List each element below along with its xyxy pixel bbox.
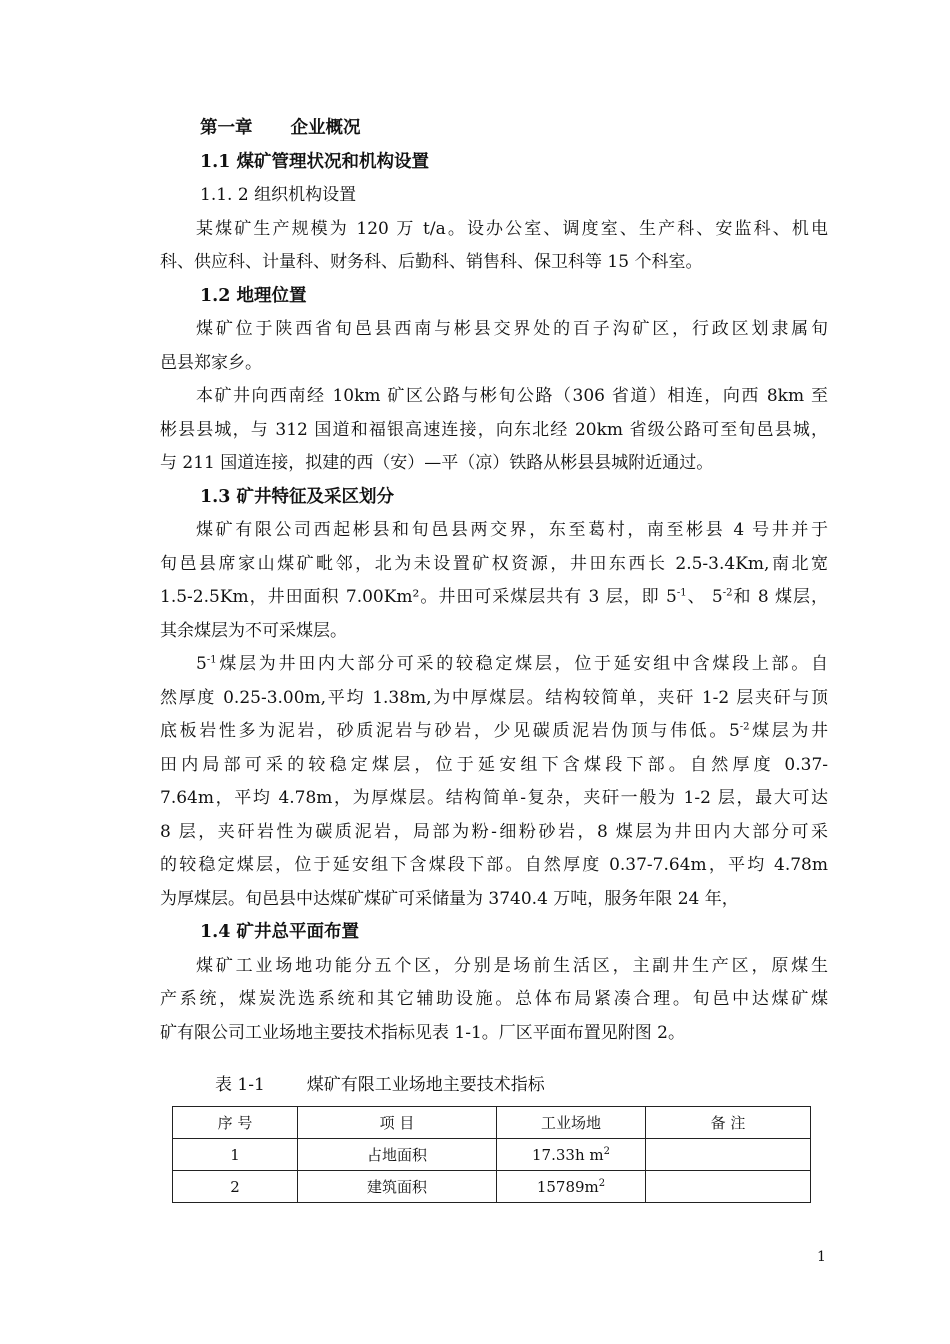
paragraph-line xyxy=(160,581,828,615)
paragraph-line: 然厚度 0.25-3.00m,平均 1.38m,为中厚煤层。结构较简单，夹矸 1-2 层夹矸与顶 xyxy=(160,687,828,708)
cell-note xyxy=(646,1139,811,1171)
chapter-heading xyxy=(160,112,828,146)
superscript: 2 xyxy=(603,1145,610,1157)
superscript: -1 xyxy=(676,587,687,599)
paragraph-line: 彬县县城，与 312 国道和福银高速连接，向东北经 20km 省级公路可至旬邑县城， xyxy=(160,419,828,440)
table-number: 表 1-1 xyxy=(215,1075,265,1095)
text-run: 底板岩性多为泥岩，砂质泥岩与砂岩，少见碳质泥岩伪顶与伟低。5 xyxy=(160,721,740,741)
subsection-heading-1-1-2: 1.1. 2 组织机构设置 xyxy=(200,185,357,205)
section-heading-1-2: 1.2 地理位置 xyxy=(200,285,307,306)
header-cell: 项 目 xyxy=(298,1107,497,1139)
cell-note xyxy=(646,1171,811,1203)
paragraph-line: 本矿井向西南经 10km 矿区公路与彬旬公路（306 省道）相连，向西 8km 至 xyxy=(196,386,828,406)
paragraph-line: 邑县郑家乡。 xyxy=(160,352,262,373)
superscript: 2 xyxy=(598,1177,606,1189)
paragraph-line: 其余煤层为不可采煤层。 xyxy=(160,620,347,641)
chapter-label: 第一章 xyxy=(200,118,253,138)
section-heading-1-4: 1.4 矿井总平面布置 xyxy=(200,922,360,942)
table-title: 煤矿有限工业场地主要技术指标 xyxy=(306,1075,545,1095)
cell-value xyxy=(497,1139,646,1171)
paragraph-line: 7.64m，平均 4.78m，为厚煤层。结构简单-复杂，夹矸一般为 1-2 层，最大可达 xyxy=(160,788,828,808)
table-row xyxy=(173,1171,811,1203)
header-cell: 备 注 xyxy=(646,1107,811,1139)
paragraph-line: 科、供应科、计量科、财务科、后勤科、销售科、保卫科等 15 个科室。 xyxy=(160,252,703,272)
paragraph-line: 田内局部可采的较稳定煤层，位于延安组下含煤段下部。自然厚度 0.37- xyxy=(160,754,828,775)
cell-item: 建筑面积 xyxy=(298,1171,497,1203)
cell-value xyxy=(497,1171,646,1203)
table-row xyxy=(173,1139,811,1171)
text-run: 煤层为井 xyxy=(749,721,828,741)
text-run: 5 xyxy=(196,654,207,674)
text-run: 煤层为井田内大部分可采的较稳定煤层，位于延安组中含煤段上部。自 xyxy=(216,654,828,674)
superscript: -2 xyxy=(722,587,733,599)
superscript: -2 xyxy=(739,721,750,733)
cell-no: 1 xyxy=(173,1139,298,1171)
paragraph-line: 煤矿位于陕西省旬邑县西南与彬县交界处的百子沟矿区，行政区划隶属旬 xyxy=(196,319,828,339)
paragraph-line: 的较稳定煤层，位于延安组下含煤段下部。自然厚度 0.37-7.64m，平均 4.78m xyxy=(160,855,828,875)
paragraph-line: 与 211 国道连接，拟建的西（安）—平（凉）铁路从彬县县城附近通过。 xyxy=(160,453,714,473)
page-number: 1 xyxy=(817,1249,826,1265)
technical-indicators-table xyxy=(172,1106,811,1203)
value-text: 17.33h m xyxy=(532,1145,604,1164)
paragraph-line: 为厚煤层。旬邑县中达煤矿煤矿可采储量为 3740.4 万吨，服务年限 24 年， xyxy=(160,888,739,909)
text-run: 和 8 煤层， xyxy=(732,587,828,607)
value-text: 15789m xyxy=(536,1177,599,1196)
section-heading-1-3: 1.3 矿井特征及采区划分 xyxy=(200,486,395,507)
text-run: 1.5-2.5Km，井田面积 7.00Km²。井田可采煤层共有 3 层，即 5 xyxy=(160,587,677,607)
cell-item: 占地面积 xyxy=(298,1139,497,1171)
paragraph-line: 矿有限公司工业场地主要技术指标见表 1-1。厂区平面布置见附图 2。 xyxy=(160,1022,685,1043)
paragraph-line: 产系统，煤炭洗选系统和其它辅助设施。总体布局紧凑合理。旬邑中达煤矿煤 xyxy=(160,989,828,1009)
header-cell: 序 号 xyxy=(173,1107,298,1139)
paragraph-line: 煤矿工业场地功能分五个区，分别是场前生活区，主副井生产区，原煤生 xyxy=(196,955,828,976)
paragraph-line xyxy=(160,715,828,749)
paragraph-line: 某煤矿生产规模为 120 万 t/a。设办公室、调度室、生产科、安监科、机电 xyxy=(196,218,828,239)
paragraph-line: 8 层，夹矸岩性为碳质泥岩，局部为粉-细粉砂岩，8 煤层为井田内大部分可采 xyxy=(160,821,828,842)
superscript: -1 xyxy=(206,654,217,666)
document-body xyxy=(160,112,828,1050)
header-cell: 工业场地 xyxy=(497,1107,646,1139)
text-run: 、 5 xyxy=(686,587,723,607)
chapter-title: 企业概况 xyxy=(290,118,361,138)
paragraph-line xyxy=(160,648,828,682)
section-heading-1-1: 1.1 煤矿管理状况和机构设置 xyxy=(200,151,430,172)
cell-no: 2 xyxy=(173,1171,298,1203)
table-caption xyxy=(215,1070,545,1095)
paragraph-line: 旬邑县席家山煤矿毗邻，北为未设置矿权资源，井田东西长 2.5-3.4Km,南北宽 xyxy=(160,553,828,574)
table-header-row xyxy=(173,1107,811,1139)
paragraph-line: 煤矿有限公司西起彬县和旬邑县两交界，东至葛村，南至彬县 4 号井并于 xyxy=(196,520,828,540)
